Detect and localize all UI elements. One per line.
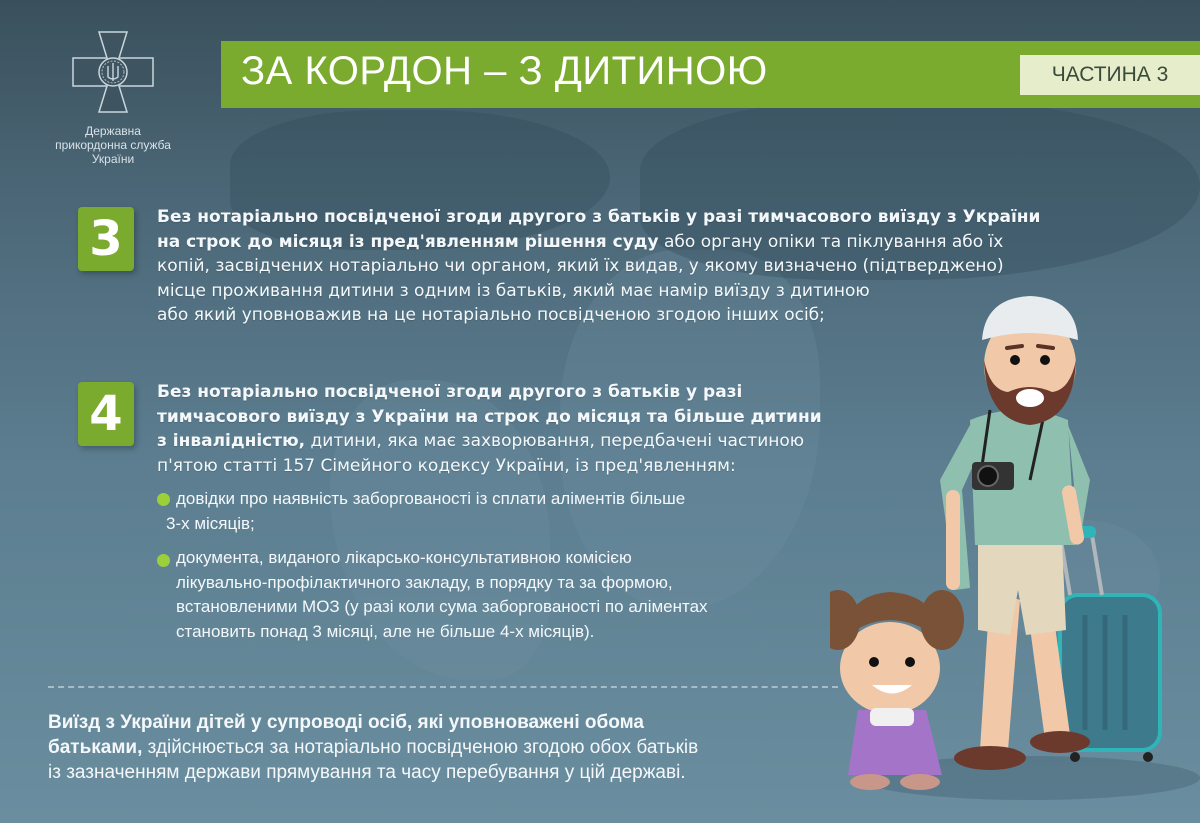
footer-note — [48, 710, 808, 785]
border-guard-cross-icon — [71, 30, 155, 114]
bullet-dot-icon — [157, 554, 170, 567]
text-line: Виїзд з України дітей у супроводі осіб, які уповноважені обома — [48, 712, 644, 733]
number-badge-3: 3 — [78, 207, 134, 271]
bullet-line: документа, виданого лікарсько-консультативною комісією — [176, 548, 632, 567]
page-title: ЗА КОРДОН – З ДИТИНОЮ — [241, 49, 768, 93]
father-daughter-travel-illustration-icon — [830, 290, 1200, 810]
text-line: на строк до місяця із пред'явленням рішення суду або органу опіки та піклування або їх — [157, 231, 1004, 252]
text-line: тимчасового виїзду з України на строк до місяця та більше дитини — [157, 406, 822, 427]
text-line: Без нотаріально посвідченої згоди другого з батьків у разі тимчасового виїзду з України — [157, 207, 1041, 227]
bullet-item-2 — [176, 546, 856, 644]
logo — [38, 30, 188, 166]
text-line: п'ятою статті 157 Сімейного кодексу України, із пред'явленням: — [157, 455, 736, 476]
part-badge: ЧАСТИНА 3 — [1020, 55, 1200, 95]
text-line: місце проживання дитини з одним із батьків, який має намір виїзду з дитиною — [157, 280, 870, 301]
text-line: із зазначенням держави прямування та часу перебування у цій державі. — [48, 762, 686, 783]
text-line: з інвалідністю, дитини, яка має захворювання, передбачені частиною — [157, 431, 805, 451]
text-line: Без нотаріально посвідченої згоди другого з батьків у разі — [157, 382, 743, 402]
logo-line-1: Державна — [85, 124, 141, 138]
bullet-line: встановленими МОЗ (у разі коли сума заборгованості по аліментах — [176, 597, 708, 616]
dashed-divider — [48, 686, 838, 688]
bullet-line: 3-х місяців; — [166, 513, 255, 533]
bullet-line: довідки про наявність заборгованості із сплати аліментів більше — [176, 489, 686, 508]
text-line: копій, засвідчених нотаріально чи органом, який їх видав, у якому визначено (підтверджено) — [157, 256, 1004, 276]
bullet-line: становить понад 3 місяці, але не більше 4-х місяців). — [176, 621, 595, 641]
logo-line-2: прикордонна служба — [55, 138, 171, 152]
logo-line-3: України — [91, 152, 135, 166]
text-line: або який уповноважив на це нотаріально посвідченою згодою інших осіб; — [157, 305, 825, 325]
header-bar — [221, 41, 1200, 108]
text-line: батьками, здійснюється за нотаріально посвідченою згодою обох батьків — [48, 737, 699, 758]
bullet-dot-icon — [157, 493, 170, 506]
bullet-item-1 — [166, 487, 856, 536]
bullet-line: лікувально-профілактичного закладу, в порядку та за формою, — [176, 572, 673, 592]
number-badge-4: 4 — [78, 382, 134, 446]
item-4-text — [157, 380, 897, 478]
